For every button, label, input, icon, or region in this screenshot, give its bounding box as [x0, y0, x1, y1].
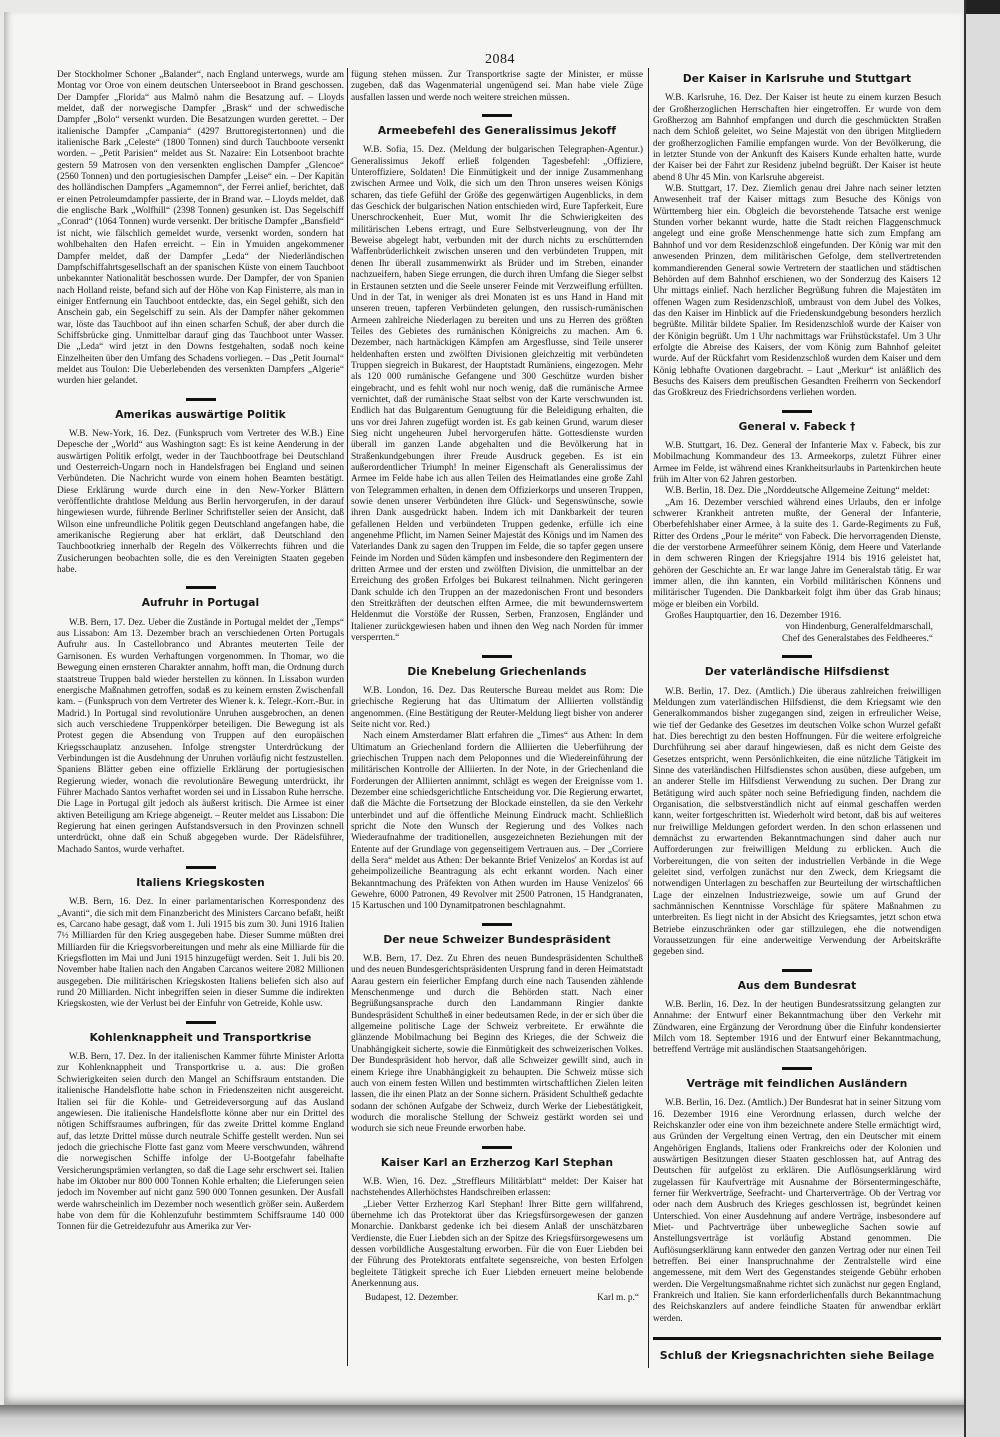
footer-notice	[653, 1337, 941, 1361]
article-paragraph: Der Stockholmer Schoner „Balander“, nach England unterwegs, wurde am Montag vor Oroe von einem deutschen Unterseeboot in Brand geschossen. Der Dampfer „Florida“ aus Malmö nahm die Besatzung auf. – Lloyds meldet, daß der norwegische Dampfer „Brask“ und der schwedische Dampfer „Bolo“ versenkt wurden. Die Besatzungen wurden gerettet. – Der italienische Dampfer „Campania“ (4297 Bruttoregistertonnen) und die italienische Bark „Celeste“ (1800 Tonnen) sind durch Tauchboote versenkt worden. – „Petit Parisien“ meldet aus St. Nazaire: Ein Lotsenboot brachte gestern 59 Matrosen von den versenkten englischen Dampfer „Glencoe“ (2560 Tonnen) und den portugiesischen Dampfer „Leise“ ein. – Der Kapitän des holländischen Dampfers „Agamemnon“, der Ferrei anlief, berichtet, daß er einen Petroleumdampfer passierte, der in Brand war. – Lloyds meldet, daß die englische Bark „Wolfhill“ (2398 Tonnen) gesunken ist. Das Segelschiff „Conrad“ (1064 Tonnen) wurde versenkt. Der britische Dampfer „Bansfield“ ist nicht, wie fälschlich gemeldet wurde, versenkt worden, sondern hat wohlbehalten den Hafen erreicht. – Ein in Ymuiden angekommener Dampfer meldet, daß der Dampfer „Leda“ der Niederländischen Dampfschiffahrtsgesellschaft an der spanischen Küste von einem Tauchboot unbekannter Nationalität beschossen wurde. Der Dampfer, der von Spanien nach Holland reiste, befand sich auf der Höhe von Kap Finisterre, als man in einiger Entfernung ein Tauchboot entdeckte, das, ein Segel gehißt, sich den Anschein gab, ein Segelschiff zu sein. Als der Dampfer näher gekommen war, löste das Tauchboot auf ihn einen scharfen Schuß, der aber durch die Schiffsbrücke ging. Unmittelbar darauf ging das Tauchboot unter Wasser. Die „Leda“ wird jetzt in den Downs festgehalten, sodaß noch keine Einzelheiten über den Umfang des Schadens vorliegen. – Das „Petit Journal“ meldet aus Toulon: Die Ueberlebenden des versenkten Dampfers „Algerie“ wurden hier gelandet.	[57, 70, 344, 387]
article	[653, 410, 941, 646]
article-paragraph: W.B. Stuttgart, 16. Dez. General der Infanterie Max v. Fabeck, bis zur Mobilmachung Kommandeur des 13. Armeekorps, zuletzt Führer einer Armee im Felde, ist während eines Krankheitsurlaubs in Partenkirchen heute früh im Alter von 62 Jahren gestorben.	[653, 440, 941, 485]
article-separator	[482, 655, 512, 658]
article-paragraph: fügung stehen müssen. Zur Transportkrise sagte der Minister, er müsse zugeben, daß das Wagenmaterial ungenügend sei. Man habe viele Züge ausfallen lassen und werde noch weitere streichen müssen.	[351, 70, 643, 103]
article-paragraph: W.B. New-York, 16. Dez. (Funkspruch vom Vertreter des W.B.) Eine Depesche der „World“ aus Washington sagt: Es ist keine Aenderung in der auswärtigen Politik erfolgt, weder in der Tauchbootfrage bei Deutschland und Oesterreich-Ungarn noch in Handelsfragen bei England und seinen Verbündeten. Die Nachricht wurde von einem hohen Beamten bestätigt. Diese Erklärung wurde durch eine in den New-Yorker Blättern veröffentlichte drahtlose Meldung aus Berlin hervorgerufen, in der darauf hingewiesen wurde, führende Berliner Schriftsteller seien der Ansicht, daß Wilson eine unfreundliche Politik gegen Deutschland angefangen habe, die amerikanische Regierung aber hat erklärt, daß Deutschland den Tauchbootkrieg innerhalb der Regeln des Völkerrechts führen und die Zusicherungen beobachten solle, die es den Vereinigten Staaten gegeben habe.	[57, 428, 344, 576]
article-heading: Der neue Schweizer Bundespräsident	[383, 933, 611, 946]
article	[57, 866, 344, 1011]
article	[653, 655, 941, 959]
article-separator	[186, 1021, 216, 1024]
article	[653, 74, 941, 400]
article-heading: Die Knebelung Griechenlands	[407, 665, 587, 678]
article-paragraph: W.B. Berlin, 16. Dez. In der heutigen Bundesratssitzung gelangten zur Annahme: der Entwurf einer Bekanntmachung über den Verkehr mit Zündwaren, eine Ergänzung der Verordnung über die Einfuhr kondensierter Milch vom 18. September 1916 und der Entwurf einer Bekanntmachung, betreffend Verträge mit ausländischen Staatsangehörigen.	[653, 1000, 941, 1056]
article-separator	[782, 410, 812, 413]
article	[57, 398, 344, 577]
article-heading: Der Kaiser in Karlsruhe und Stuttgart	[682, 73, 912, 85]
article-paragraph: W.B. Berlin, 16. Dez. (Amtlich.) Der Bundesrat hat in seiner Sitzung vom 16. Dezember 1916 eine Verordnung erlassen, durch welche der Reichskanzler oder eine von ihm bezeichnete andere Stelle ermächtigt wird, aus Gründen der Vergeltung einen Vertrag, den ein Deutscher mit einem Angehörigen Englands, Italiens oder Frankreichs oder der Kolonien und auswärtigen Besitzungen dieser Staaten geschlossen hat, auf Antrag des Deutschen für aufgelöst zu erklären. Die Auflösungserklärung wird zugelassen für Kaufverträge mit Ausnahme der Börsentermingeschäfte, ferner für Werkverträge, Seefracht- und Charterverträge. Ob der Vertrag vor oder nach dem Ausbruch des Krieges geschlossen ist, begründet keinen Unterschied. Von einer Ausdehnung auf andere Verträge, insbesondere auf Miet- und Pachtverträge über unbewegliche Sachen sowie auf Anstellungsverträge ist vorläufig Abstand genommen. Die Auflösungserklärung kann entweder den ganzen Vertrag oder nur einen Teil betreffen. Bei einer Inanspruchnahme der Zentralstelle wird eine angemessene, mit dem Wert des Gegenstandes steigende Gebühr erhoben werden. Die Vergeltungsmaßnahme richtet sich zunächst nur gegen England, Frankreich und Italien. Sie kann erforderlichenfalls durch Bekanntmachung des Reichskanzlers auf andere feindliche Staaten für anwendbar erklärt werden.	[653, 1098, 941, 1324]
article-separator	[186, 398, 216, 401]
signoff	[351, 1293, 643, 1304]
article-separator	[482, 1146, 512, 1149]
article-heading: Der vaterländische Hilfsdienst	[704, 666, 890, 679]
article-paragraph: „Lieber Vetter Erzherzog Karl Stephan! Ihrer Bitte gern willfahrend, übernehme ich das Protektorat über das Kriegsfürsorgewesen der ganzen Monarchie. Dankbarst gedenke ich bei diesem Anlaß der unschätzbaren Verdienste, die Euer Liebden sich an der Spitze des Kriegsfürsorgewesens um dessen vorbildliche Ausgestaltung erworben. Für die von Euer Liebden bei der Führung des Protektorats entfaltete segensreiche, von besten Erfolgen begleitete Tätigkeit spreche ich Euer Liebden erneuert meine belobende Anerkennung aus.	[351, 1199, 643, 1289]
article-heading: Kohlenknappheit und Transportkrise	[89, 1031, 312, 1044]
scan-corner	[966, 0, 1000, 14]
signature-line: Chef des Generalstabes des Feldheeres.“	[781, 633, 933, 644]
article	[351, 655, 643, 913]
scan-edge	[964, 0, 1000, 1437]
article-heading: General v. Fabeck †	[738, 420, 856, 433]
article	[57, 70, 344, 388]
signoff-place-date: Budapest, 12. Dezember.	[365, 1293, 459, 1304]
article-paragraph: W.B. Bern, 16. Dez. In einer parlamentarischen Korrespondenz des „Avanti“, die sich mit dem Finanzbericht des Ministers Carcano befaßt, heißt es, Carcano habe gesagt, daß vom 1. Juli 1915 bis zum 30. Juni 1916 Italien 7½ Milliarden für den Krieg ausgegeben habe. Dieser Summe müßten drei Milliarden für die Kriegsvorbereitungen und mehr als eine Milliarde für die Kriegsflotten im Mai und Juni 1915 hinzugefügt werden. Seit 1. Juli bis 20. November habe Italien nach den Angaben Carcanos weitere 2082 Millionen ausgegeben. Die militärischen Kriegskosten Italiens beliefen sich also auf rund 20 Milliarden. Nicht inbegriffen seien in dieser Summe die indirekten Kriegskosten, wie der Verlust bei der Einfuhr von Getreide, Kohle usw.	[57, 897, 344, 1010]
article-separator	[782, 969, 812, 972]
article-separator	[782, 655, 812, 658]
article-paragraph: W.B. Sofia, 15. Dez. (Meldung der bulgarischen Telegraphen-Agentur.) Generalissimus Jekoff erließ folgenden Tagesbefehl: „Offiziere, Unteroffiziere, Soldaten! Die Einmütigkeit und der innige Zusammenhang zwischen Armee und Volk, die sich um den Thron unseres weisen Königs scharen, das tiefe Gefühl der Größe des gegenwärtigen Augenblicks, in dem das Geschick der bulgarischen Nation entschieden wird, Eure Tapferkeit, Eure Unerschrockenheit, Euer Mut, womit Ihr die Schwierigkeiten des militärischen Lebens ertragt, und Eure Selbstverleugnung, von der Ihr Beweise abgelegt habt, verbunden mit der durch nichts zu erschütternden Waffenbrüderlichkeit zwischen unseren und den verbündeten Truppen, mit denen Ihr überall zusammenwirkt als Brüder und im Streben, einander nachzueifern, haben Siege errungen, die durch ihren Umfang die Sieger selbst in Erstaunen setzten und die Seele unserer Feinde mit Verzweiflung erfüllten. Und in der Tat, in weniger als drei Monaten ist es uns Hand in Hand mit unseren treuen, tapferen Verbündeten gelungen, den russisch-rumänischen Armeen zahlreiche Niederlagen zu bereiten und uns zu Herren des größten Teiles des Gebietes des rumänischen Königreichs zu machen. Am 6. Dezember, nach hartnäckigen Kämpfen am Argesflusse, sind Teile unserer heldenhaften ersten und zwölften Divisionen gleichzeitig mit verbündeten Truppen siegreich in Bukarest, der Hauptstadt Rumäniens, eingezogen. Mehr als 120 000 rumänische Gefangene und 300 Geschütze wurden bisher eingebracht, und es fehlt wohl nur noch wenig, daß die rumänische Armee vernichtet, daß der rumänische Staat selbst von der Karte verschwunden ist. Endlich hat das Bulgarentum Genugtuung für die Beleidigung erhalten, die uns vor drei Jahren zugefügt worden ist. Es gab keinen Grund, warum dieser Sieg nicht ungeheuren Jubel hervorgerufen hätte. Gottesdienste wurden überall im ganzen Lande abgehalten und die Bevölkerung hat in Straßenkundgebungen ihrer Freude Ausdruck gegeben. Es ist ein außerordentlicher Triumph! In meiner Eigenschaft als Generalissimus der Armee im Felde habe ich aus allen Teilen des Heimatlandes eine große Zahl von Telegrammen erhalten, in denen dem Offizierkorps und unseren Truppen, sowie denen unserer Verbündeten ihre Glück- und Segenswünsche, sowie ihren Dank ausgedrückt haben. Indem ich mit Dankbarkeit der teuren gefallenen Helden und verbündeten Truppen gedenke, erfülle ich eine angenehme Pflicht, im Namen Seiner Majestät des Königs und im Namen des Vaterlandes Dank zu sagen den Truppen im Felde, die so tapfer gegen unsere Feinde im Norden und Süden kämpfen und insbesondere den Regimentern der dritten Armee und der ersten und zwölften Division, die unmittelbar an der Erreichung des großen Erfolges bei Bukarest teilnahmen. Nicht geringeren Dank schulde ich den Truppen an der mazedonischen Front und besonders den Streitkräften der deutschen elften Armee, die mit bewundernswertem Heldenmut die Vorstöße der Russen, Serben, Franzosen, Engländer und Italiener zurückgewiesen haben und ihnen den Weg nach Norden für immer versperrten.“	[351, 145, 643, 644]
article-paragraph: W.B. Karlsruhe, 16. Dez. Der Kaiser ist heute zu einem kurzen Besuch der Großherzoglichen Herrschaften hier eingetroffen. Er wurde von dem Großherzog am Bahnhof empfangen und durch die geschmückten Straßen nach dem Schloß geleitet, wo Seine Majestät von den übrigen Mitgliedern der großherzoglichen Familie empfangen wurde. Von der Bevölkerung, die in letzter Stunde von der Ankunft des Kaisers Kunde erhalten hatte, wurde der Kaiser bei der Fahrt zur Residenz jubelnd begrüßt. Der Kaiser ist heute abend 8 Uhr 45 Min. von Karlsruhe abgereist.	[653, 93, 941, 183]
article-separator	[186, 866, 216, 869]
scan-bottom-edge	[0, 1405, 964, 1437]
column-divider	[648, 68, 649, 1368]
article-separator	[782, 1067, 812, 1070]
footer-notice-text: Schluß der Kriegsnachrichten siehe Beilage	[659, 1349, 935, 1363]
signoff-signature: Karl m. p.“	[597, 1293, 639, 1304]
article-separator	[482, 923, 512, 926]
column-2	[351, 70, 643, 1390]
article-paragraph: W.B. Berlin, 17. Dez. (Amtlich.) Die überaus zahlreichen freiwilligen Meldungen zum vaterländischen Hilfsdienst, die dem Kriegsamt wie den Generalkommandos bisher zugegangen sind, zeigen in erfreulicher Weise, wie tief der Gedanke des Gesetzes im deutschen Volke schon Wurzel gefaßt hat. Dies berechtigt zu den besten Hoffnungen. Für die weitere erfolgreiche Durchführung sei aber darauf hingewiesen, daß es nicht dem Geiste des Gesetzes entspricht, wenn Persönlichkeiten, die eine nützliche Tätigkeit im Sinne des vaterländischen Hilfsdienstes schon ausüben, diese aufgeben, um an anderer Stelle im Hilfsdienst Verwendung zu suchen. Der Drang zur Betätigung wird auch später noch seine Befriedigung finden, nachdem die Organisation, die selbstverständlich nicht auf einmal geschaffen werden kann, weiter fortgeschritten ist. Wiederholt wird betont, daß bis auf weiteres nur freiwillige Meldungen gefordert werden. In den schon erlassenen und demnächst zu erwartenden Bekanntmachungen sind daher auch nur Aufforderungen zur freiwilligen Meldung zu erblicken. Auch die Vorbereitungen, die von seiten der industriellen Verbände in die Wege geleitet sind, verfolgen zunächst nur den Zweck, dem Kriegsamt die notwendigen Unterlagen zu beschaffen zur Beurteilung der wirtschaftlichen Lage der einzelnen Industriezweige, sowie um auf Grund der sachmännischen Kenntnisse Vorschläge für spätere Maßnahmen zu unterbreiten. Es liegt nicht in der Absicht des Kriegsamtes, jetzt schon etwa Betriebe einzuschränken oder gar stillzulegen, ehe die notwendigen Voraussetzungen für eine anderweitige Verwendung der Arbeitskräfte gegeben sind.	[653, 686, 941, 958]
article-heading: Kaiser Karl an Erzherzog Karl Stephan	[380, 1156, 614, 1169]
article-heading: Armeebefehl des Generalissimus Jekoff	[377, 125, 617, 138]
article-heading: Italiens Kriegskosten	[136, 877, 265, 889]
article	[57, 1021, 344, 1234]
article-paragraph: W.B. Wien, 16. Dez. „Streffleurs Militärblatt“ meldet: Der Kaiser hat nachstehendes Allerhöchstes Handschreiben erlassen:	[351, 1176, 643, 1199]
article-heading: Aufruhr in Portugal	[141, 597, 260, 610]
column-3	[653, 70, 941, 1390]
column-1	[57, 70, 344, 1390]
article	[57, 586, 344, 856]
article-separator	[186, 586, 216, 589]
article-paragraph: W.B. Bern, 17. Dez. Zu Ehren des neuen Bundespräsidenten Schultheß und des neuen Bundesgerichtspräsidenten Ursprung fand in deren Heimatstadt Aarau gestern ein feierlicher Empfang durch eine nach Tausenden zählende Menschenmenge und durch die Behörden statt. Nach einer Begrüßungsansprache durch den Landammann Ringier dankte Bundespräsident Schultheß in einer bedeutsamen Rede, in der er sich über die allgemeine politische Lage der Schweiz verbreitete. Er erwähnte die glänzende Mobilmachung bei Beginn des Krieges, die der Schweiz die Unabhängigkeit sicherte, sowie die Einmütigkeit des schweizerischen Volkes. Der Bundespräsident hob hervor, daß alle Schweizer gewillt sind, auch in einem Kriege ihre Unabhängigkeit zu behaupten. Die Schweiz müsse sich auch von einem festen Willen und bestimmten wirtschaftlichen Zielen leiten lassen, die ihr einen Platz an der Sonne sichern. Präsident Schultheß gedachte sodann der schönen Aufgabe der Schweiz, durch Werke der Liebestätigkeit, wodurch die moralische Stellung der Schweiz gestärkt worden sei und wodurch sie sich neue Freunde erworben habe.	[351, 954, 643, 1135]
article-paragraph: W.B. Berlin, 18. Dez. Die „Norddeutsche Allgemeine Zeitung“ meldet:	[665, 486, 930, 497]
article-paragraph: „Am 16. Dezember verschied während eines Urlaubs, den er infolge schwerer Krankheit antreten mußte, der General der Infanterie, Oberbefehlshaber einer Armee, à la suite des 1. Garde-Regiments zu Fuß, Ritter des Ordens „Pour le mérite“ von Fabeck. Die hervorragenden Dienste, die der verstorbene Armeeführer seinem König, dem Heere und Vaterlande in dem schweren Ringen der Kriegsjahre 1914 bis 1916 geleistet hat, gehören der Geschichte an. Er war lange Jahre im Generalstab tätig. Er war immer allen, die ihn kannten, ein Vorbild militärischen Könnens und militärischer Tugenden. Die Dankbarkeit folgt ihm über das Grab hinaus; möge er bleiben ein Vorbild.	[653, 497, 941, 610]
article	[351, 114, 643, 644]
page-number: 2084	[485, 52, 515, 67]
article-heading: Aus dem Bundesrat	[737, 979, 857, 992]
article-paragraph: Großes Hauptquartier, den 16. Dezember 1916.	[665, 611, 842, 622]
column-divider	[347, 68, 348, 1366]
article	[351, 923, 643, 1136]
article-heading: Amerikas auswärtige Politik	[115, 408, 286, 421]
article	[351, 1146, 643, 1305]
article-paragraph: W.B. London, 16. Dez. Das Reutersche Bureau meldet aus Rom: Die griechische Regierung hat das Ultimatum der Alliierten vollständig angenommen. (Eine Bestätigung der Reuter-Meldung liegt bisher von anderer Seite nicht vor. Red.)	[351, 685, 643, 730]
article-heading: Verträge mit feindlichen Ausländern	[686, 1077, 908, 1090]
article	[653, 1067, 941, 1325]
signature-line: von Hindenburg, Generalfeldmarschall,	[785, 622, 933, 633]
article	[653, 969, 941, 1057]
article-paragraph: W.B. Bern, 17. Dez. Ueber die Zustände in Portugal meldet der „Temps“ aus Lissabon: Am 13. Dezember brach an verschiedenen Orten Portugals Aufruhr aus. In Castellobranco und Abrantes meuterten Teile der Garnisonen. Es wurden Verhaftungen vorgenommen. In Thomar, wo die Bewegung einen ernsteren Charakter annahm, hofft man, die Ordnung durch staatstreue Truppen bald wieder herstellen zu können. In Lissabon wurden energische Maßnahmen getroffen, sodaß es zu keinem ernsten Zwischenfall kam. – (Funkspruch von dem Vertreter des Wiener k. k. Telegr.-Korr.-Bur. in Madrid.) In Portugal sind revolutionäre Unruhen ausgebrochen, an denen sich auch verschiedene Truppenkörper beteiligen. Die Bewegung ist als Protest gegen die Absendung von Truppen auf den europäischen Kriegsschauplatz anzusehen. Infolge strengster Unterdrückung der Verbindungen ist die Ausdehnung der Unruhen vorläufig nicht festzustellen. Spaniens Blätter geben eine offizielle Erklärung der portugiesischen Regierung wieder, wonach die revolutionäre Bewegung unterdrückt, ihr Führer Machado Santos verhaftet worden sei und in Lissabon Ruhe herrsche. Die Lage in Portugal gilt jedoch als äußerst kritisch. Die Armee ist einer aktiven Beteiligung am Kriege abgeneigt. – Reuter meldet aus Lissabon: Die Regierung hat einen geringen Aufstandsversuch in den Provinzen schnell unterdrückt, ohne daß ein Schuß abgegeben wurde. Der Rädelsführer, Machado Santos, wurde verhaftet.	[57, 617, 344, 855]
article-paragraph: W.B. Stuttgart, 17. Dez. Ziemlich genau drei Jahre nach seiner letzten Anwesenheit traf der Kaiser mittags zum Besuche des Königs von Württemberg hier ein. Obgleich die bevorstehende Tatsache erst wenige Stunden vorher bekannt wurde, hatte die Stadt reichen Flaggenschmuck angelegt und eine große Menschenmenge hatte sich zum Empfang am Bahnhof und vor dem Residenzschloß eingefunden. Der König war mit den anwesenden Prinzen, dem militärischen Gefolge, dem stellvertretenden kommandierenden General sowie Vertretern der staatlichen und städtischen Behörden auf dem Bahnhof erschienen, wo der Sonderzug des Kaisers 12 Uhr mittags einlief. Nach herzlicher Begrüßung fuhren die Majestäten im offenen Wagen zum Residenzschloß, umbraust von dem Jubel des Volkes, das den Kaiser im Hinblick auf die Friedenskundgebung besonders herzlich begrüßte. Militär bildete Spalier. Im Residenzschloß wurde der Kaiser von der Königin begrüßt. Um 1 Uhr nachmittags war Frühstückstafel. Um 3 Uhr erfolgte die Abreise des Kaisers, der vom König zum Bahnhof geleitet wurde. Auf der Rückfahrt vom Residenzschloß wurden dem Kaiser und dem König lebhafte Ovationen dargebracht. – Laut „Merkur“ ist anläßlich des Besuchs des Kaisers dem preußischen Gesandten Freiherrn von Seckendorf das Großkreuz des Friedrichsordens verliehen worden.	[653, 184, 941, 399]
article-separator	[482, 114, 512, 117]
article	[351, 70, 643, 104]
heavy-rule	[653, 1337, 941, 1340]
article-paragraph: Nach einem Amsterdamer Blatt erfahren die „Times“ aus Athen: In dem Ultimatum an Griechenland fordern die Alliierten die Ueberführung der griechischen Truppen nach dem Peloponnes und die Wiedereinführung der militärischen Kontrolle der Alliierten. In der Note, in der Griechenland die Forderungen der Alliierten annimmt, schlägt es wegen der Ereignisse vom 1. Dezember eine schiedsgerichtliche Entscheidung vor. Die Regierung erwartet, daß die Mächte die Fortsetzung der Blockade einstellen, da sie den Verkehr unterbindet und auf die öffentliche Meinung Eindruck macht. Schließlich spricht die Note den Wunsch der Regierung und des Volkes nach Wiederaufnahme der traditionellen, ausgezeichneten Beziehungen mit der Entente auf der Grundlage von gegenseitigem Vertrauen aus. – Der „Corriere della Sera“ meldet aus Athen: Der bekannte Brief Venizelos' an Kordas ist auf geheimpolizeiliche Beantragung als echt erkannt worden. Nach einer Bekanntmachung des Präfekten von Athen wurden im Hause Venizelos' 66 Gewehre, 6000 Patronen, 49 Revolver mit 2500 Patronen, 15 Handgranaten, 15 Kartuschen und 100 Dynamitpatronen beschlagnahmt.	[351, 731, 643, 912]
article-paragraph: W.B. Bern, 17. Dez. In der italienischen Kammer führte Minister Arlotta zur Kohlenknappheit und Transportkrise u. a. aus: Die großen Schwierigkeiten seien durch den Mangel an Schiffsraum entstanden. Die italienische Handelsflotte habe schon in Friedenszeiten nicht ausgereicht. Italien sei für die Kohle- und Getreideversorgung auf das Ausland angewiesen. Die italienische Handelsflotte könne aber nur ein Drittel des nötigen Schiffsraumes aufbringen, für das zweite Drittel komme England auf, das letzte Drittel müsse durch neutrale Schiffe gestellt werden. Nun sei jedoch die griechische Flotte fast ganz vom Meere verschwunden, während die norwegischen Schiffe infolge der U-Bootgefahr fabelhafte Versicherungsprämien verlangten, so daß die Lage sehr erschwert sei. Italien habe im Oktober nur 800 000 Tonnen Kohle erhalten; die Lieferungen seien jedoch im November auf nicht ganz 590 000 Tonnen gesunken. Der Ausfall werde wahrscheinlich im Dezember noch wesentlich größer sein. Außerdem habe von dem für die Kohlenzufuhr bestimmtem Schiffsraume 140 000 Tonnen für die Getreidezufuhr aus Amerika zur Ver-	[57, 1052, 344, 1233]
